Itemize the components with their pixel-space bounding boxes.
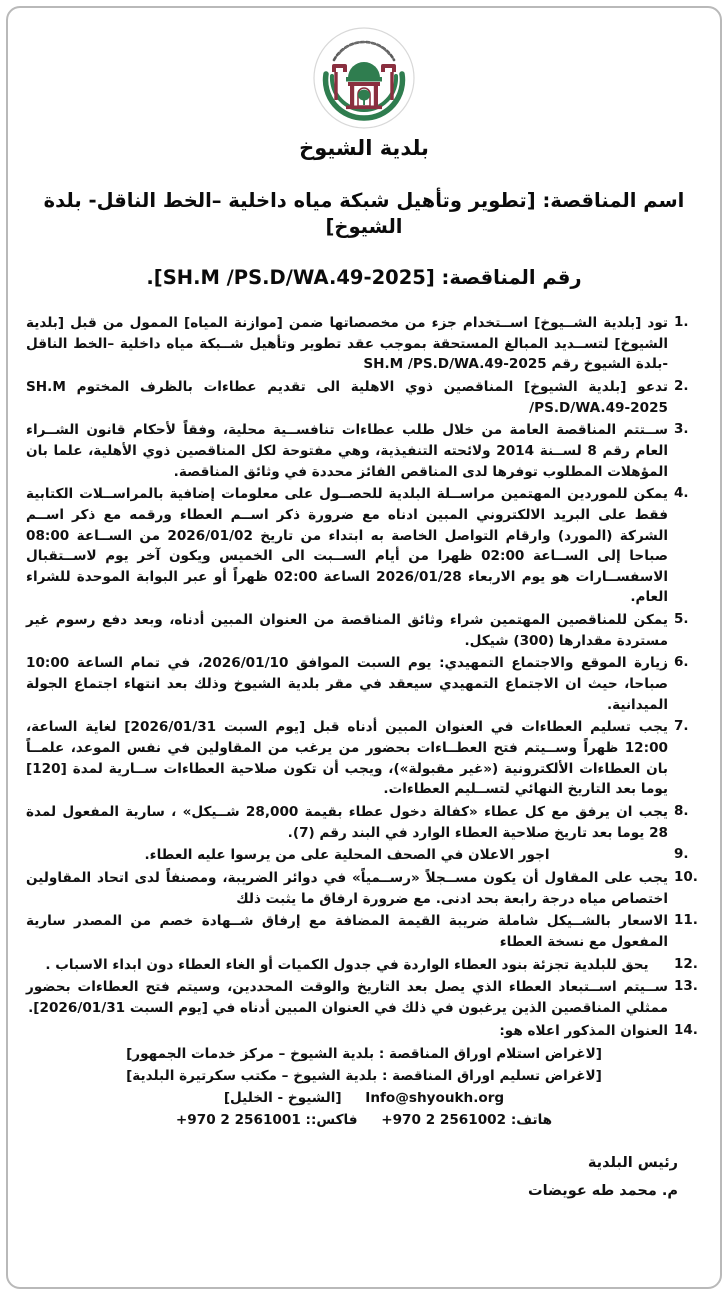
clause-item — [26, 717, 702, 800]
clause-text: الاسعار بالشــيكل شاملة ضريبة القيمة المضافة مع إرفاق شــهادة خصم من المصدر سارية المفعول مع نسخة العطاء — [26, 913, 668, 950]
clause-text: اجور الاعلان في الصحف المحلية على من يرسوا عليه العطاء. — [144, 847, 550, 864]
clause-item — [26, 1021, 702, 1042]
signature-name: م. محمد طه عويضات — [528, 1182, 678, 1199]
clause-number: 5. — [674, 611, 689, 628]
clause-text: العنوان المذكور اعلاه هو: — [499, 1022, 668, 1039]
clause-item — [26, 484, 702, 608]
clause-item — [26, 868, 702, 909]
contact-line — [26, 1112, 702, 1128]
clause-number: 10. — [674, 869, 698, 885]
address-line-receive: [لاغراض استلام اوراق المناقصة : بلدية الشيوخ – مركز خدمات الجمهور] — [126, 1046, 602, 1063]
phone-label: هاتف: — [510, 1112, 553, 1129]
clause-item — [26, 653, 702, 715]
clause-text: يجب ان يرفق مع كل عطاء «كفالة دخول عطاء بقيمة 28,000 شــيكل» ، سارية المفعول لمدة 28 يوما بعد تاريخ صلاحية العطاء الوارد في البند رقم (7). — [26, 804, 668, 841]
clause-text: يحق للبلدية تجزئة بنود العطاء الواردة في جدول الكميات أو الغاء العطاء دون ابداء الاسباب . — [45, 956, 649, 973]
clause-number: 4. — [674, 485, 689, 502]
fax-label: فاكس:: — [305, 1112, 358, 1129]
clause-item — [26, 377, 702, 418]
tender-title: اسم المناقصة: [تطوير وتأهيل شبكة مياه داخلية –الخط الناقل- بلدة الشيوخ] — [43, 189, 685, 239]
clause-text: يجب على المقاول أن يكون مســجلاً «رســمياً» في دوائر الضريبة، ومصنفاً لدى اتحاد المقاولين اختصاص مياه درجة رابعة بحد ادنى. مع ضرورة ارفاق ما يثبت ذلك — [26, 870, 668, 907]
city-label: [الشيوخ - الخليل] — [223, 1090, 342, 1107]
clause-list — [26, 313, 702, 1041]
clause-number: 2. — [674, 377, 689, 394]
clause-number: 9. — [674, 846, 689, 863]
clause-item — [26, 313, 702, 375]
clause-number: 1. — [674, 313, 689, 330]
clause-text: ســيتم اســتبعاد العطاء الذي يصل بعد التاريخ والوقت المحددين، وسيتم فتح العطاءات بحضور ممثلي المناقصين الذين يرغبون في ذلك في العنوان المبين أدناه في [يوم السبت 2026/01/31]. — [26, 979, 668, 1016]
logo-container — [26, 26, 702, 134]
clause-number: 8. — [674, 803, 689, 820]
address-block — [26, 1043, 702, 1109]
clause-text: يمكن للمناقصين المهتمين شراء وثائق المناقصة من العنوان المبين أدناه، وبعد دفع رسوم غير مستردة مقدارها (300) شيكل. — [26, 612, 668, 649]
clause-item — [26, 610, 702, 651]
address-line-submit: [لاغراض تسليم اوراق المناقصة : بلدية الشيوخ – مكتب سكرتيرة البلدية] — [126, 1068, 602, 1085]
clause-item — [26, 911, 702, 952]
signature-block — [26, 1150, 702, 1205]
clause-text: يجب تسليم العطاءات في العنوان المبين أدناه قبل [يوم السبت 2026/01/31] لغاية الساعة، 12:00 ظهراً وســيتم فتح العطــاءات بحضور من يرغب من المقاولين في نفس الموعد، علمــاً بان العطاءات الألكترونية («غير مقبولة»)، ويجب أن تكون صلاحية العطاءات ســارية لمدة [120] يوما بعد التاريخ النهائي لتســليم العطاءات. — [26, 719, 668, 798]
clause-item — [26, 802, 702, 843]
clause-number: 12. — [674, 955, 698, 972]
clause-text: تود [بلدية الشــيوخ] اســتخدام جزء من مخصصاتها ضمن [موازنة المياه] الممول من قبل [بلدية الشيوخ] لتســديد المبالغ المستحقة بموجب عقد تطوير وتأهيل شــبكة مياه داخلية –الخط الناقل -بلدة الشيوخ رقم SH.M /PS.D/WA.49-2025 — [26, 314, 668, 373]
fax-number: +970 2 2561001 — [175, 1112, 301, 1129]
municipality-name: بلدية الشيوخ — [299, 136, 429, 160]
clause-item — [26, 977, 702, 1018]
clause-number: 13. — [674, 978, 698, 995]
clause-text: زيارة الموقع والاجتماع التمهيدي: يوم السبت الموافق 2026/01/10، في تمام الساعة 10:00 صباحا، حيث ان الاجتماع التمهيدي سيعقد في مقر بلدية الشيوخ وذلك بعد انتهاء اجتماع الجولة الميدانية. — [26, 655, 669, 713]
clause-number: 11. — [674, 912, 698, 929]
tender-number: رقم المناقصة: [SH.M /PS.D/WA.49-2025]. — [146, 265, 582, 289]
municipality-emblem-icon — [312, 26, 416, 130]
clause-text: ســتتم المناقصة العامة من خلال طلب عطاءات تنافســية محلية، وفقاً لأحكام قانون الشــراء العام رقم 8 لســنة 2014 ولائحته التنفيذية، وهي مفتوحة لكل المناقصين ذوي الأهلية، علما بان المؤهلات المطلوب توفرها لدى المناقص الفائز محددة في وثائق المناقصة. — [26, 422, 668, 480]
clause-number: 6. — [674, 654, 689, 671]
email-address[interactable]: Info@shyoukh.org — [365, 1090, 505, 1107]
clause-number: 14. — [674, 1021, 698, 1038]
document-page — [6, 6, 722, 1289]
clause-number: 3. — [674, 421, 689, 438]
clause-item — [26, 845, 702, 866]
signature-role: رئيس البلدية — [587, 1155, 678, 1172]
clause-item — [26, 955, 702, 976]
clause-text: تدعو [بلدية الشيوخ] المناقصين ذوي الاهلية الى تقديم عطاءات بالظرف المختوم SH.M /PS.D/WA.49-2025 — [26, 378, 668, 416]
clause-text: يمكن للموردين المهتمين مراســلة البلدية للحصــول على معلومات إضافية بالمراســلات الكتابية فقط على البريد الالكتروني المبين ادناه مع ضرورة ذكر اســم العطاء ورقمه مع ذكر اســم الشركة (المورد) وارقام التواصل الخاصة به ابتداء من تاريخ 2026/01/02 من الســاعة 08:00 صباحا إلى الســاعة 02:00 ظهرا من أيام الســبت الى الخميس ويكون آخر يوم لاســتقبال الاسفســارات هو يوم الاربعاء 2026/01/28 الساعة 02:00 ظهراً أو عبر البوابة الموحدة للشراء العام. — [26, 486, 668, 606]
phone-number: +970 2 2561002 — [381, 1112, 507, 1129]
email-line — [26, 1087, 702, 1109]
clause-number: 7. — [674, 718, 689, 735]
clause-item — [26, 420, 702, 482]
